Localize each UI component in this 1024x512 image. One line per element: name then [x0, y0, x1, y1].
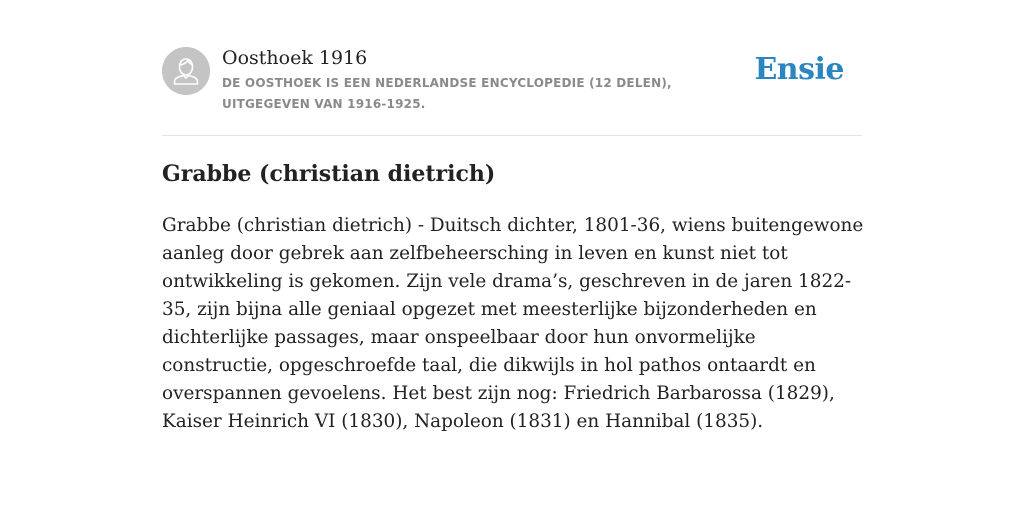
- source-header: [162, 44, 862, 136]
- brand-logo[interactable]: Ensie: [754, 52, 844, 87]
- avatar: [162, 47, 210, 95]
- article-body: Grabbe (christian dietrich) - Duitsch dichter, 1801-36, wiens buitengewone aanleg door gebrek aan zelfbeheersching in leven en kunst niet tot ontwikkeling is gekomen. Zijn vele drama’s, geschreven in de jaren 1822-35, zijn bijna alle geniaal opgezet met meesterlijke bijzonderheden en dichterlijke passages, maar onspeelbaar door hun onvormelijke constructie, opgeschroefde taal, die dikwijls in hol pathos ontaardt en overspannen gevoelens. Het best zijn nog: Friedrich Barbarossa (1829), Kaiser Heinrich VI (1830), Napoleon (1831) en Hannibal (1835).: [162, 215, 864, 432]
- user-icon: [162, 47, 210, 95]
- article-title: Grabbe (christian dietrich): [162, 161, 496, 187]
- source-name[interactable]: Oosthoek 1916: [222, 47, 368, 69]
- source-description: DE OOSTHOEK IS EEN NEDERLANDSE ENCYCLOPEDIE (12 DELEN), UITGEGEVEN VAN 1916-1925.: [222, 76, 672, 111]
